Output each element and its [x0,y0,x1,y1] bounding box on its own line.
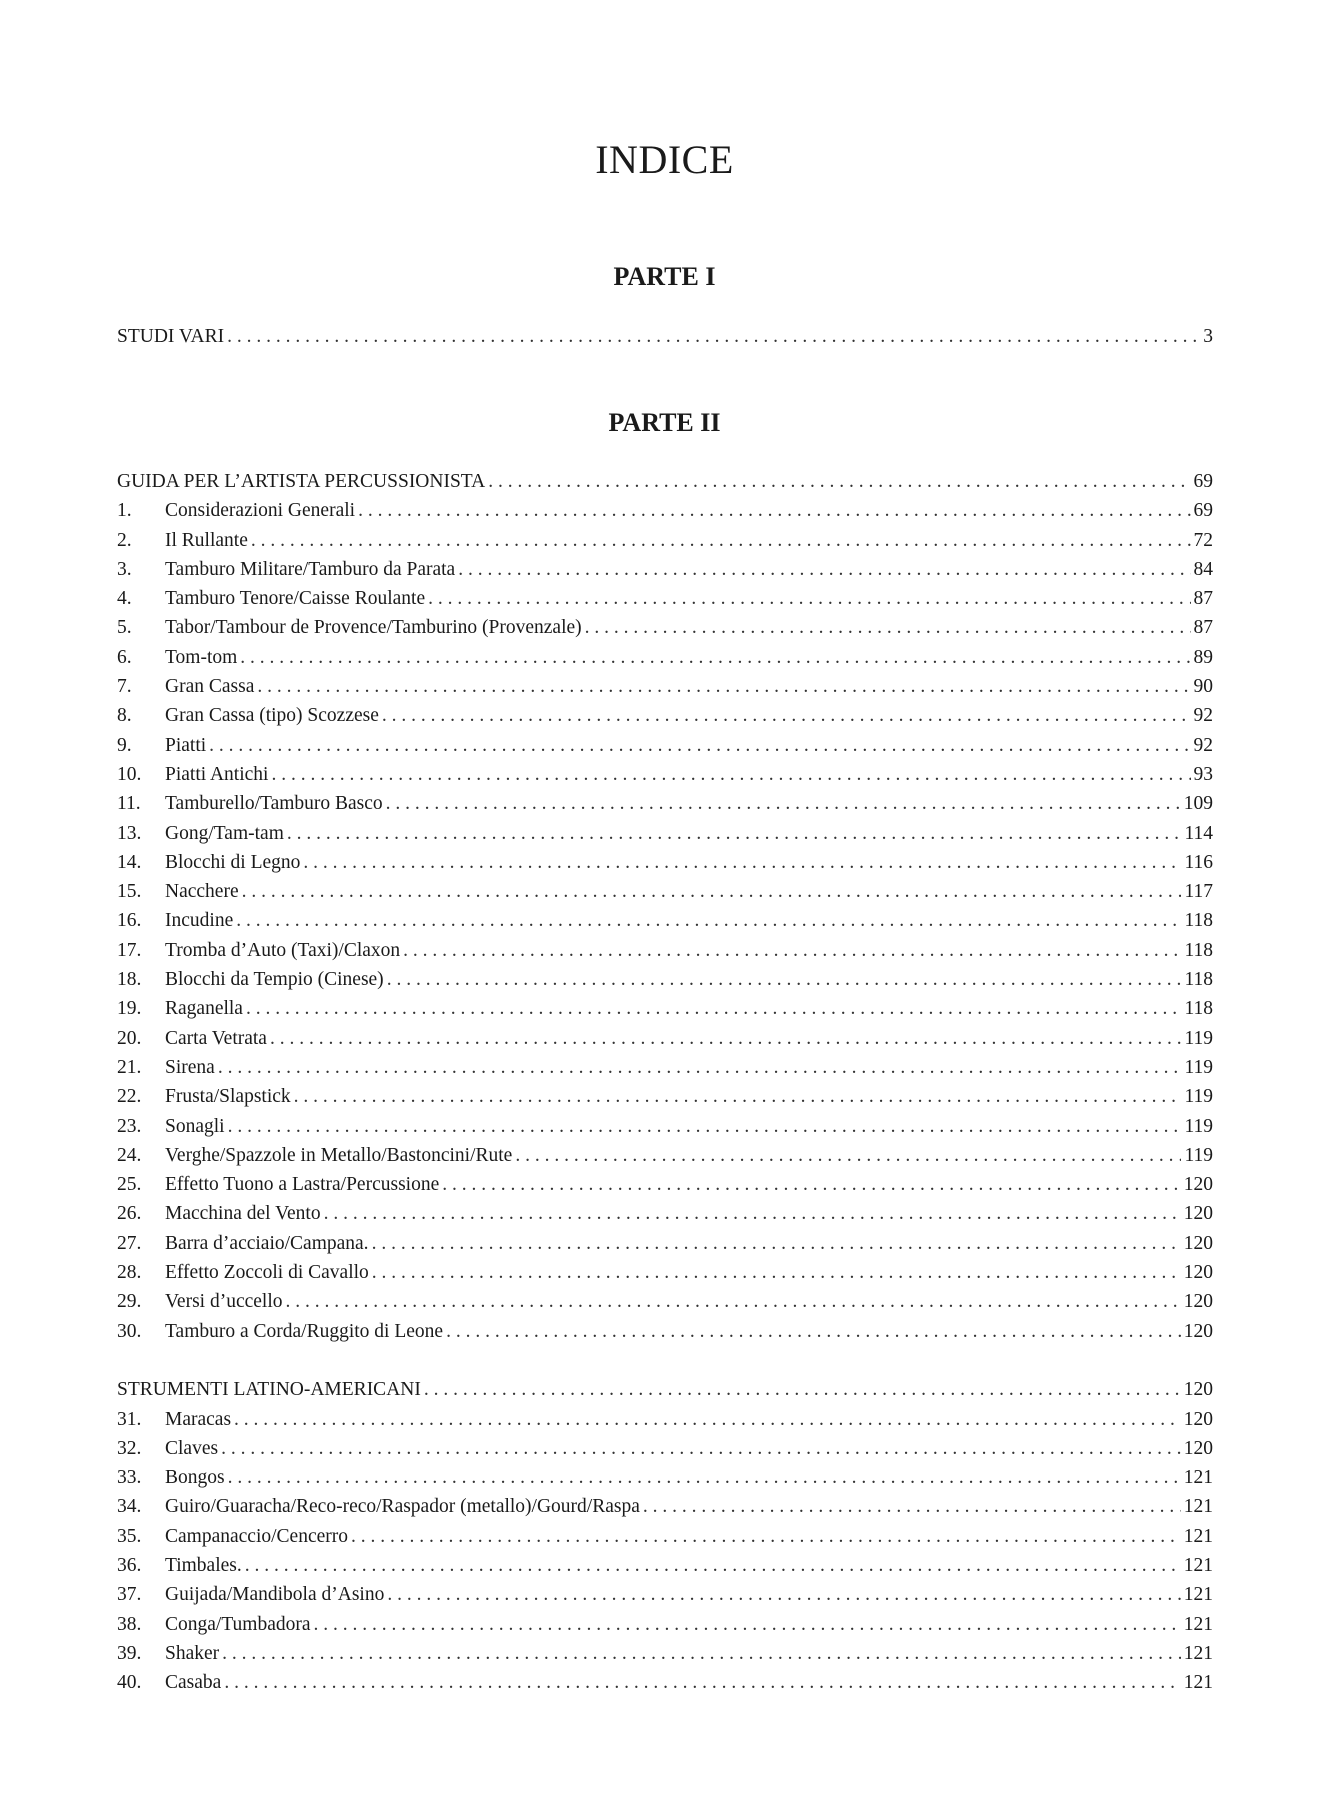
dot-leader [515,1141,1181,1170]
toc-entry-number: 31. [117,1408,142,1430]
toc-section-strumenti-latino-americani[interactable] [117,1375,1213,1404]
toc-entry-label: STUDI VARI [117,326,225,347]
toc-entry-label: Timbales. [165,1554,242,1576]
dot-leader [372,1229,1181,1258]
toc-entry-label: Conga/Tumbadora [165,1613,311,1635]
toc-entry-number: 32. [117,1437,142,1459]
toc-entry-number: 30. [117,1320,142,1342]
dot-leader [224,1668,1180,1697]
toc-entry-page: 120 [1183,1437,1213,1459]
dot-leader [271,760,1190,789]
dot-leader [351,1522,1181,1551]
toc-entry-label: Piatti Antichi [165,763,269,785]
toc-entry-label: Tamburo a Corda/Ruggito di Leone [165,1320,444,1342]
toc-entry-page: 89 [1193,646,1213,668]
toc-entry-number: 17. [117,939,142,961]
section-spacer [117,1346,1213,1375]
toc-entry[interactable] [117,1551,1213,1580]
toc-entry[interactable] [117,701,1213,730]
toc-entry-number: 11. [117,793,141,815]
toc-entry-page: 119 [1184,1115,1213,1137]
toc-entry-number: 10. [117,763,142,785]
toc-entry-number: 5. [117,617,132,639]
toc-entry-number: 15. [117,881,142,903]
toc-entry-page: 121 [1183,1554,1213,1576]
toc-entry[interactable] [117,555,1213,584]
dot-leader [442,1170,1181,1199]
toc-entry-page: 121 [1183,1496,1213,1518]
toc-entry-number: 21. [117,1056,142,1078]
toc-entry-label: Blocchi da Tempio (Cinese) [165,969,384,991]
toc-entry-page: 120 [1183,1262,1213,1284]
toc-entry-number: 2. [117,529,132,551]
dot-leader [387,1580,1180,1609]
toc-entry-number: 8. [117,705,132,727]
toc-entry-label: Raganella [165,998,243,1020]
toc-entry-number: 6. [117,646,132,668]
toc-entry-label: Macchina del Vento [165,1203,321,1225]
toc-entry-page: 119 [1184,1144,1213,1166]
dot-leader [387,965,1182,994]
dot-leader [643,1492,1181,1521]
toc-entry[interactable] [117,731,1213,760]
toc-entry-number: 36. [117,1554,142,1576]
toc-entry-label: Tabor/Tambour de Provence/Tamburino (Provenzale) [165,617,582,639]
toc-entry[interactable] [117,526,1213,555]
toc-entry[interactable] [117,1170,1213,1199]
dot-leader [251,526,1191,555]
toc-entry-label: Sonagli [165,1115,225,1137]
toc-entry-page: 119 [1184,1056,1213,1078]
toc-entry-label: Sirena [165,1056,215,1078]
toc-entry-page: 119 [1184,1086,1213,1108]
toc-entry[interactable] [117,1258,1213,1287]
toc-entry[interactable] [117,1610,1213,1639]
dot-leader [228,1112,1182,1141]
dot-leader [403,936,1181,965]
dot-leader [446,1317,1181,1346]
toc-entry[interactable] [117,613,1213,642]
toc-entry-label: Verghe/Spazzole in Metallo/Bastoncini/Rute [165,1144,513,1166]
toc-entry-number: 20. [117,1027,142,1049]
toc-entry-page: 87 [1193,617,1213,639]
toc-entry-page: 118 [1184,910,1213,932]
toc-entry[interactable] [117,1492,1213,1521]
dot-leader [257,672,1190,701]
toc-entry-label: Guijada/Mandibola d’Asino [165,1584,385,1606]
toc-entry-number: 34. [117,1496,142,1518]
toc-entry-page: 114 [1184,822,1213,844]
toc-entry-page: 121 [1183,1613,1213,1635]
toc-entry-page: 90 [1193,676,1213,698]
toc-entry-page: 121 [1183,1642,1213,1664]
toc-entry[interactable] [117,1668,1213,1697]
toc-entry[interactable] [117,965,1213,994]
toc-entry[interactable] [117,672,1213,701]
toc-entry-number: 4. [117,588,132,610]
toc-entry[interactable] [117,994,1213,1023]
toc-entry-page: 120 [1183,1174,1213,1196]
toc-entry-label: Incudine [165,910,234,932]
toc-entry-number: 40. [117,1672,142,1694]
toc-entry-page: 93 [1193,763,1213,785]
toc-entry-number: 22. [117,1086,142,1108]
toc-entry-page: 69 [1193,500,1213,522]
toc-entry-page: 87 [1193,588,1213,610]
toc-entry[interactable] [117,584,1213,613]
dot-leader [245,1551,1181,1580]
part-2-heading: PARTE II [608,408,721,437]
dot-leader [227,322,1200,351]
toc-entry-label: Effetto Tuono a Lastra/Percussione [165,1174,440,1196]
dot-leader [286,1287,1181,1316]
toc-entry-label: Bongos [165,1467,225,1489]
toc-entry-label: Casaba [165,1672,222,1694]
toc-entry[interactable] [117,1229,1213,1258]
toc-section-guida[interactable] [117,467,1213,496]
toc-entry-page: 120 [1183,1291,1213,1313]
dot-leader [287,819,1182,848]
dot-leader [382,701,1191,730]
dot-leader [228,1463,1181,1492]
toc-entry-label: Frusta/Slapstick [165,1086,291,1108]
toc-entry-page: 120 [1183,1203,1213,1225]
toc-entry-page: 72 [1193,529,1213,551]
toc-entry-page: 121 [1183,1672,1213,1694]
toc-entry-label: Maracas [165,1408,232,1430]
part-1-heading: PARTE I [613,262,716,291]
dot-leader [585,613,1191,642]
dot-leader [428,584,1190,613]
toc-entry[interactable] [117,1405,1213,1434]
toc-entry-label: Il Rullante [165,529,248,551]
toc-entry-label: Barra d’acciaio/Campana. [165,1232,369,1254]
toc-entry-number: 28. [117,1262,142,1284]
dot-leader [234,1405,1181,1434]
toc-entry[interactable] [117,1639,1213,1668]
toc-entry-label: Effetto Zoccoli di Cavallo [165,1262,369,1284]
toc-entry-page: 92 [1193,734,1213,756]
toc-entry[interactable] [117,496,1213,525]
dot-leader [324,1199,1181,1228]
toc-entry-number: 29. [117,1291,142,1313]
toc-entry-number: 37. [117,1584,142,1606]
toc-entry[interactable] [117,1112,1213,1141]
toc-entry-label: Piatti [165,734,207,756]
toc-entry-number: 26. [117,1203,142,1225]
toc-entry-number: 14. [117,851,142,873]
toc-entry-label: Considerazioni Generali [165,500,356,522]
toc-entry[interactable] [117,877,1213,906]
dot-leader [372,1258,1181,1287]
toc-entry-label: Gran Cassa [165,676,255,698]
toc-entry-number: 38. [117,1613,142,1635]
toc-entry-label: Claves [165,1437,219,1459]
toc-entry-page: 116 [1184,851,1213,873]
toc-entry-number: 35. [117,1525,142,1547]
toc-entry-page: 84 [1193,558,1213,580]
toc-entry-number: 16. [117,910,142,932]
toc-entry[interactable] [117,936,1213,965]
toc-entry-label: Tromba d’Auto (Taxi)/Claxon [165,939,401,961]
dot-leader [314,1610,1181,1639]
toc-entry[interactable] [117,643,1213,672]
part-1-toc [117,322,1213,351]
toc-entry-page: 3 [1203,326,1213,347]
toc-entry-page: 118 [1184,969,1213,991]
toc-entry-number: 1. [117,500,132,522]
part-2-toc [117,467,1213,1697]
toc-entry-number: 18. [117,969,142,991]
toc-entry-page: 69 [1193,471,1213,492]
toc-entry[interactable] [117,848,1213,877]
dot-leader [270,1024,1182,1053]
dot-leader [236,906,1181,935]
toc-entry[interactable] [117,1463,1213,1492]
toc-entry[interactable] [117,1082,1213,1111]
dot-leader [218,1053,1182,1082]
dot-leader [221,1434,1181,1463]
dot-leader [222,1639,1181,1668]
toc-entry[interactable] [117,1317,1213,1346]
toc-entry[interactable] [117,789,1213,818]
toc-entry[interactable] [117,1024,1213,1053]
toc-entry[interactable] [117,760,1213,789]
toc-entry-label: Campanaccio/Cencerro [165,1525,348,1547]
dot-leader [240,643,1190,672]
toc-entry-page: 92 [1193,705,1213,727]
dot-leader [358,496,1190,525]
toc-entry-page: 109 [1183,793,1213,815]
toc-entry[interactable] [117,1199,1213,1228]
toc-entry-label: Tamburo Militare/Tamburo da Parata [165,558,456,580]
toc-entry-number: 39. [117,1642,142,1664]
toc-entry-number: 13. [117,822,142,844]
toc-entry-label: Gong/Tam-tam [165,822,284,844]
dot-leader [303,848,1181,877]
page-title: INDICE [595,137,734,182]
toc-entry-number: 23. [117,1115,142,1137]
toc-entry-page: 118 [1184,939,1213,961]
toc-entry-label: Nacchere [165,881,239,903]
toc-entry-label: GUIDA PER L’ARTISTA PERCUSSIONISTA [117,471,486,492]
toc-entry[interactable] [117,906,1213,935]
toc-entry-page: 117 [1184,881,1213,903]
toc-entry[interactable] [117,1053,1213,1082]
toc-entry-page: 121 [1183,1525,1213,1547]
toc-entry[interactable] [117,1287,1213,1316]
toc-entry[interactable] [117,1580,1213,1609]
toc-entry-number: 7. [117,676,132,698]
dot-leader [386,789,1181,818]
toc-entry-studi-vari[interactable] [117,322,1213,351]
toc-entry-label: Carta Vetrata [165,1027,267,1049]
toc-entry-label: Guiro/Guaracha/Reco-reco/Raspador (metallo)/Gourd/Raspa [165,1496,640,1518]
toc-entry[interactable] [117,1522,1213,1551]
toc-entry[interactable] [117,1141,1213,1170]
toc-entry-page: 119 [1184,1027,1213,1049]
toc-entry-label: Tom-tom [165,646,238,668]
toc-entry-number: 33. [117,1467,142,1489]
toc-entry-number: 3. [117,558,132,580]
toc-entry-page: 120 [1183,1320,1213,1342]
toc-entry-number: 9. [117,734,132,756]
dot-leader [458,555,1190,584]
toc-entry-label: STRUMENTI LATINO-AMERICANI [117,1379,421,1401]
dot-leader [209,731,1190,760]
toc-entry[interactable] [117,1434,1213,1463]
toc-entry-page: 120 [1183,1379,1213,1401]
toc-entry-number: 19. [117,998,142,1020]
toc-entry-label: Tamburello/Tamburo Basco [165,793,383,815]
toc-entry-page: 121 [1183,1584,1213,1606]
toc-entry-page: 120 [1183,1408,1213,1430]
toc-entry-label: Gran Cassa (tipo) Scozzese [165,705,379,727]
toc-entry-label: Blocchi di Legno [165,851,301,873]
dot-leader [294,1082,1182,1111]
toc-entry-label: Shaker [165,1642,220,1664]
toc-entry-label: Tamburo Tenore/Caisse Roulante [165,588,426,610]
toc-entry-page: 121 [1183,1467,1213,1489]
toc-entry-number: 25. [117,1174,142,1196]
toc-entry-page: 118 [1184,998,1213,1020]
dot-leader [246,994,1182,1023]
toc-entry[interactable] [117,819,1213,848]
dot-leader [424,1375,1181,1404]
toc-entry-number: 27. [117,1232,142,1254]
dot-leader [488,467,1190,496]
dot-leader [242,877,1182,906]
toc-entry-number: 24. [117,1144,142,1166]
toc-entry-page: 120 [1183,1232,1213,1254]
toc-entry-label: Versi d’uccello [165,1291,283,1313]
